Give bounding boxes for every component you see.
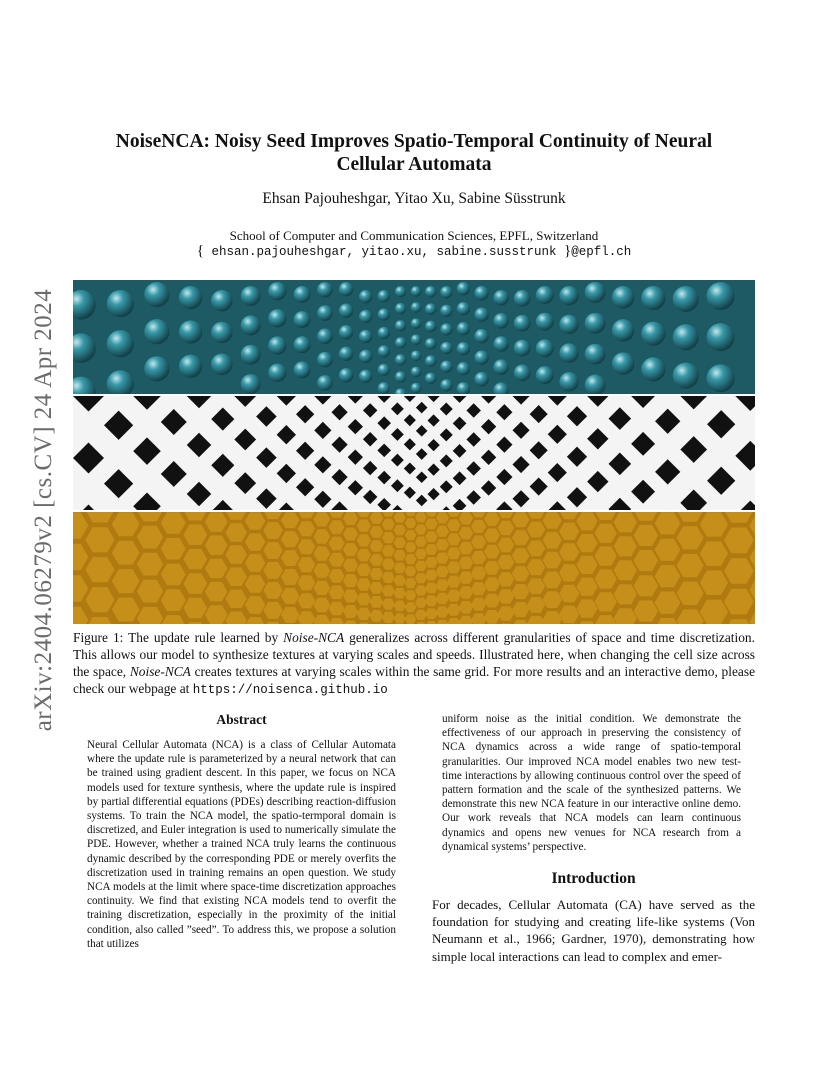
caption-mid2: creates textures at varying scales within the same grid. For more results and an interactive demo, please check our webpage at xyxy=(73,664,756,696)
email-names: ehsan.pajouheshgar, yitao.xu, sabine.susstrunk xyxy=(211,245,557,259)
figure-caption xyxy=(73,629,755,699)
right-column xyxy=(432,712,755,965)
paper-title: NoiseNCA: Noisy Seed Improves Spatio-Temporal Continuity of Neural Cellular Automata xyxy=(115,131,713,175)
checkerboard-texture xyxy=(73,396,755,510)
email-close-brace: } xyxy=(564,243,572,259)
introduction-text: For decades, Cellular Automata (CA) have served as the foundation for studying and creating life-like systems (Von Neumann et al., 1966; Gardner, 1970), demonstrating how simple local interactions can lead to complex and emer- xyxy=(432,897,755,964)
email-line xyxy=(100,243,728,260)
abstract-text-right: uniform noise as the initial condition. We demonstrate the effectiveness of our approach in preserving the consistency of NCA dynamics across a wide range of spatio-temporal granularities. Our improved NCA model enables two new test-time interactions by allowing continuous control over the speed of pattern formation and the scale of the synthesized patterns. We demonstrate this new NCA feature in our interactive online demo. Our work reveals that NCA models can learn continuous dynamics and opens new venues for NCA research from a dynamical systems’ perspective. xyxy=(442,713,741,853)
introduction-heading: Introduction xyxy=(551,870,636,888)
email-domain: @epfl.ch xyxy=(571,245,632,259)
arxiv-stamp: arXiv:2404.06279v2 [cs.CV] 24 Apr 2024 xyxy=(30,288,57,732)
teaser-figure xyxy=(73,280,755,624)
bubbles-texture xyxy=(73,280,755,394)
checkerboard-texture-image xyxy=(73,396,755,510)
caption-model-name-2: Noise-NCA xyxy=(129,664,191,679)
affiliation: School of Computer and Communication Sciences, EPFL, Switzerland xyxy=(229,228,599,243)
abstract-text-left: Neural Cellular Automata (NCA) is a class of Cellular Automata where the update rule is parameterized by a neural network that can be trained using gradient descent. In this paper, we focus on NCA models used for texture synthesis, where the update rule is inspired by partial differential equations (PDEs) describing reaction-diffusion systems. To train the NCA model, the spatio-termporal domain is discretized, and Euler integration is used to numerically simulate the PDE. However, whether a trained NCA truly learns the continuous dynamic described by the corresponding PDE or merely overfits the discretization used in training remains an open question. We study NCA models at the limit where space-time discretization approaches continuity. We find that existing NCA models tend to overfit the training discretization, especially in the proximity of the initial condition, also called ”seed”. To address this, we propose a solution that utilizes xyxy=(87,739,396,950)
caption-mid1: generalizes across different granularities of space and time discretization. This allows our model to synthesize textures at varying scales and speeds. Illustrated here, when changing the cell size across the space, xyxy=(73,630,755,679)
email-open-brace: { xyxy=(196,243,204,259)
left-column xyxy=(87,712,396,951)
honeycomb-texture xyxy=(73,512,755,624)
webpage-link[interactable]: https://noisenca.github.io xyxy=(192,683,388,697)
caption-model-name: Noise-NCA xyxy=(283,630,345,645)
caption-lead: Figure 1: The update rule learned by xyxy=(73,630,284,645)
honeycomb-texture-image xyxy=(73,512,755,624)
bubbles-texture-image xyxy=(73,280,755,394)
abstract-heading: Abstract xyxy=(216,712,267,727)
author-list: Ehsan Pajouheshgar, Yitao Xu, Sabine Süsstrunk xyxy=(262,190,566,207)
